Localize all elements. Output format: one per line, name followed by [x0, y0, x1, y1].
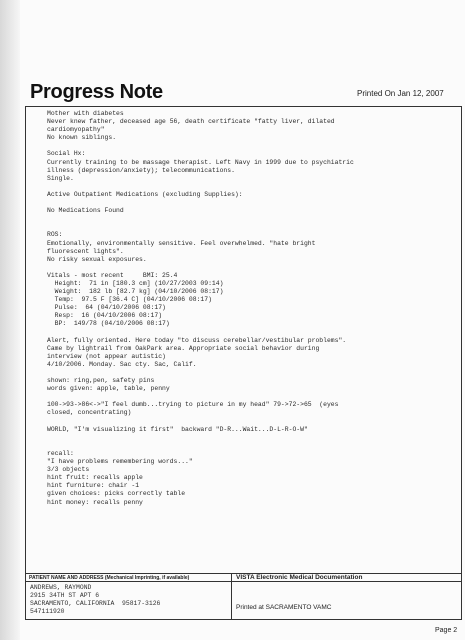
- note-line: Came by lightrail from OakPark area. Appropriate social behavior during: [47, 344, 320, 352]
- note-line: [47, 369, 457, 377]
- patient-address-block: [30, 584, 160, 616]
- printed-date: Printed On Jan 12, 2007: [357, 89, 444, 98]
- note-line: Active Outpatient Medications (excluding Supplies):: [47, 190, 243, 198]
- note-line: given choices: picks correctly table: [47, 490, 186, 498]
- note-line: closed, concentrating): [47, 409, 132, 417]
- note-line: Vitals - most recent BMI: 25.4: [47, 271, 178, 279]
- note-line: No known siblings.: [47, 134, 117, 142]
- note-line: [47, 393, 457, 401]
- note-line: interview (not appear autistic): [47, 352, 166, 360]
- note-line: Alert, fully oriented. Here today "to discuss cerebellar/vestibular problems".: [47, 336, 347, 344]
- patient-address-line: 2915 34TH ST APT 6: [30, 592, 100, 599]
- note-line: Height: 71 in [180.3 cm] (10/27/2003 09:14): [47, 279, 224, 287]
- note-line: Mother with diabetes: [47, 110, 124, 117]
- patient-address-line: ANDREWS, RAYMOND: [30, 584, 92, 591]
- document-title: Progress Note: [30, 81, 163, 103]
- note-line: Emotionally, environmentally sensitive. Feel overwhelmed. "hate bright: [47, 239, 316, 247]
- footer-divider: [25, 581, 462, 582]
- scan-shadow: [0, 0, 20, 640]
- note-line: hint fruit: recalls apple: [47, 474, 143, 482]
- system-label: VISTA Electronic Medical Documentation: [236, 574, 363, 581]
- note-line: hint money: recalls penny: [47, 498, 143, 506]
- note-line: cardiomyopathy": [47, 126, 105, 134]
- note-line: recall:: [47, 449, 74, 457]
- note-line: [47, 142, 457, 150]
- patient-address-label: PATIENT NAME AND ADDRESS (Mechanical Imprinting, if available): [29, 575, 190, 581]
- note-line: [47, 199, 457, 207]
- note-line: shown: ring,pen, safety pins: [47, 377, 155, 385]
- note-line: BP: 149/78 (04/10/2006 08:17): [47, 320, 170, 328]
- page-number: Page 2: [435, 627, 458, 634]
- note-line: ROS:: [47, 231, 63, 239]
- patient-address-line: SACRAMENTO, CALIFORNIA 95817-3126: [30, 600, 161, 607]
- note-line: WORLD, "I'm visualizing it first" backward "D-R...Wait...D-L-R-O-W": [47, 425, 308, 433]
- note-line: 3/3 objects: [47, 466, 90, 474]
- note-line: Resp: 16 (04/10/2006 08:17): [47, 312, 163, 320]
- note-line: [47, 442, 457, 450]
- note-line: "I have problems remembering words...": [47, 458, 193, 466]
- printed-at-location: Printed at SACRAMENTO VAMC: [236, 604, 332, 611]
- note-line: Never knew father, deceased age 56, death certificate "fatty liver, dilated: [47, 118, 335, 126]
- note-line: Single.: [47, 174, 74, 182]
- note-line: words given: apple, table, penny: [47, 385, 170, 393]
- note-line: Pulse: 64 (04/10/2006 08:17): [47, 304, 166, 312]
- note-line: hint furniture: chair -1: [47, 482, 140, 490]
- footer-vertical-divider: [231, 574, 232, 620]
- note-line: [47, 183, 457, 191]
- note-line: [47, 223, 457, 231]
- note-line: [47, 418, 457, 426]
- note-line: illness (depression/anxiety); telecommunications.: [47, 166, 235, 174]
- note-line: [47, 434, 457, 442]
- note-line: fluorescent lights".: [47, 247, 124, 255]
- note-line: [47, 215, 457, 223]
- note-line: No risky sexual exposures.: [47, 255, 147, 263]
- note-line: [47, 329, 457, 337]
- note-line: 4/10/2006. Monday. Sac cty. Sac, Calif.: [47, 360, 197, 368]
- note-line: Weight: 182 lb [82.7 kg] (04/10/2006 08:17): [47, 288, 224, 296]
- note-line: Temp: 97.5 F [36.4 C] (04/10/2006 08:17): [47, 296, 212, 304]
- note-line: [47, 264, 457, 272]
- note-line: 100->93->86<->"I feel dumb...trying to picture in my head" 79->72->65 (eyes: [47, 401, 339, 409]
- note-body: [47, 110, 457, 507]
- patient-address-line: 547111920: [30, 608, 65, 615]
- note-line: Currently training to be massage therapist. Left Navy in 1999 due to psychiatric: [47, 158, 354, 166]
- note-line: No Medications Found: [47, 207, 124, 215]
- note-line: Social Hx:: [47, 150, 86, 158]
